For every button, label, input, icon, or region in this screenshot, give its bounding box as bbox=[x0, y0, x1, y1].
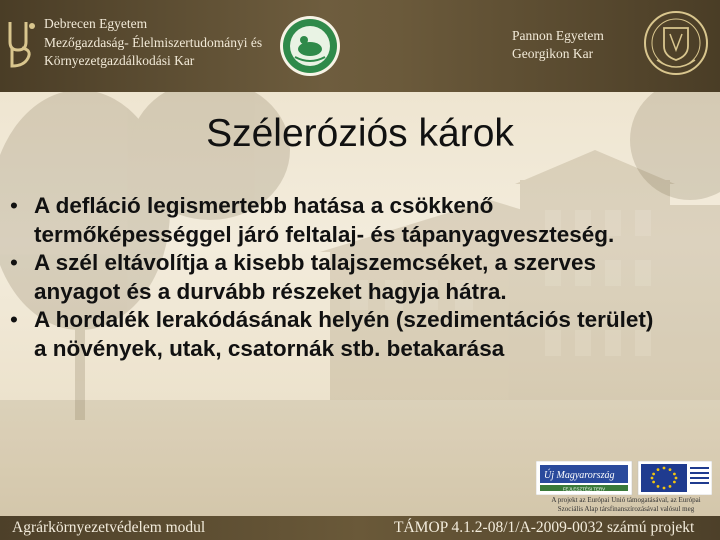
funding-logos bbox=[536, 461, 712, 495]
bullet-text: A defláció legismertebb hatása a csökkenő termőképességgel járó feltalaj- és tápanyagveszteség. bbox=[34, 193, 615, 247]
funding-caption-line: A projekt az Európai Unió támogatásával, az Európai bbox=[551, 496, 701, 504]
footer-bar bbox=[0, 516, 720, 540]
uj-magyarorszag-logo-text: Új Magyarország bbox=[544, 470, 615, 481]
bullet-item bbox=[8, 306, 668, 363]
header-banner bbox=[0, 0, 720, 92]
bullet-dot: • bbox=[10, 307, 18, 332]
header-left-line: Mezőgazdaság- Élelmiszertudományi és bbox=[44, 34, 263, 50]
bullet-item bbox=[8, 249, 668, 306]
header-left-line: Környezetgazdálkodási Kar bbox=[44, 53, 195, 68]
bullet-dot: • bbox=[10, 193, 18, 218]
footer-project-id: TÁMOP 4.1.2-08/1/A-2009-0032 számú projekt bbox=[394, 519, 695, 536]
slide-title: Széleróziós károk bbox=[206, 112, 514, 155]
uj-magyarorszag-logo-subtext: FEJLESZTÉSI TERV bbox=[562, 486, 606, 492]
bullet-dot: • bbox=[10, 250, 18, 275]
header-left-line: Debrecen Egyetem bbox=[44, 16, 148, 31]
header-right-text bbox=[512, 27, 604, 63]
header-right-line: Pannon Egyetem bbox=[512, 28, 604, 43]
bullet-item bbox=[8, 192, 668, 249]
bullet-list bbox=[8, 192, 668, 363]
header-right-line: Georgikon Kar bbox=[512, 46, 594, 61]
georgikon-crest-logo bbox=[643, 10, 709, 76]
bullet-text: A hordalék lerakódásának helyén (szedimentációs terület) a növények, utak, csatornák stb. betakarása bbox=[34, 307, 654, 361]
footer-module-name: Agrárkörnyezetvédelem modul bbox=[12, 519, 206, 536]
bullet-text: A szél eltávolítja a kisebb talajszemcséket, a szerves anyagot és a durvább részeket hagyja hátra. bbox=[34, 250, 596, 304]
funding-caption bbox=[536, 496, 716, 513]
header-left-text bbox=[44, 15, 262, 71]
funding-caption-line: Szociális Alap társfinanszírozásával valósul meg bbox=[557, 504, 695, 513]
debrecen-university-logo bbox=[4, 18, 38, 70]
faculty-seal-logo bbox=[279, 15, 341, 77]
